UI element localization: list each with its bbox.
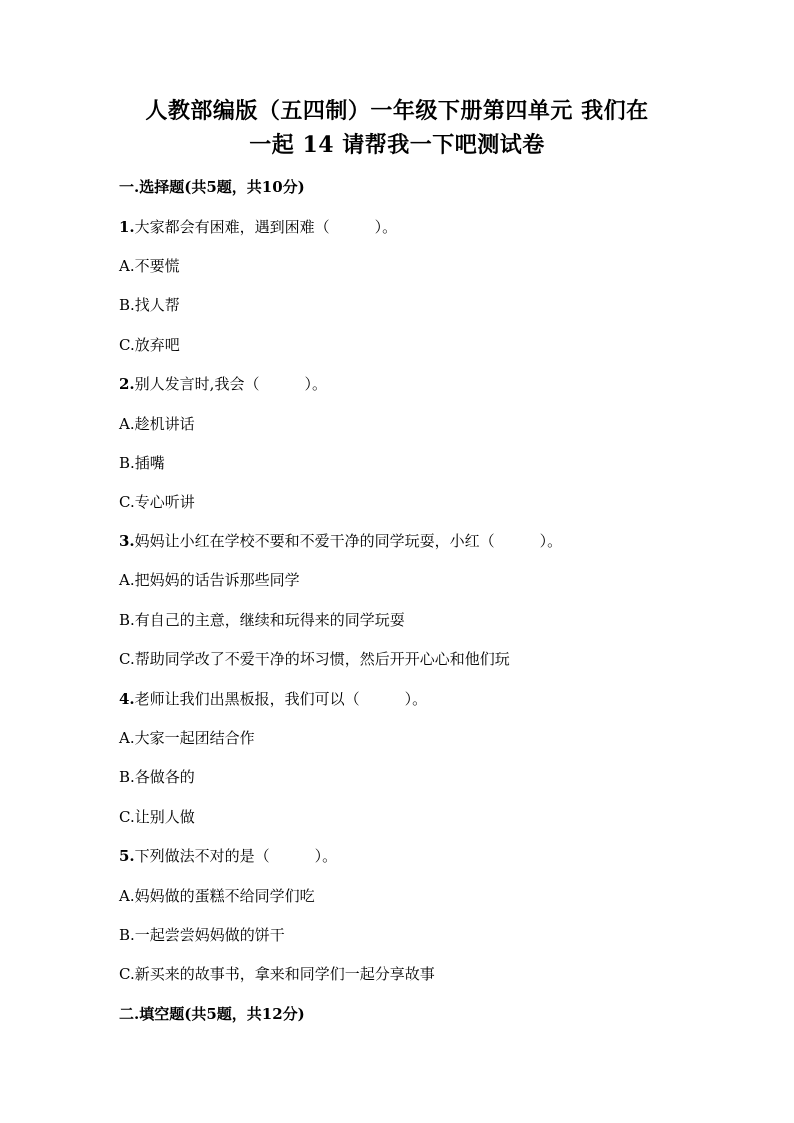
- option-1c[interactable]: C.放弃吧: [119, 336, 180, 354]
- question-5: [119, 846, 337, 866]
- question-stem: 老师让我们出黑板报，我们可以（ ）。: [134, 690, 428, 708]
- option-3b[interactable]: B.有自己的主意，继续和玩得来的同学玩耍: [119, 611, 405, 629]
- option-5a[interactable]: A.妈妈做的蛋糕不给同学们吃: [119, 887, 315, 905]
- option-2c[interactable]: C.专心听讲: [119, 493, 195, 511]
- question-4: [119, 689, 427, 709]
- option-3c[interactable]: C.帮助同学改了不爱干净的坏习惯，然后开开心心和他们玩: [119, 650, 510, 668]
- question-stem: 妈妈让小红在学校不要和不爱干净的同学玩耍，小红（ ）。: [134, 532, 563, 550]
- option-1b[interactable]: B.找人帮: [119, 296, 180, 314]
- question-stem: 别人发言时,我会（ ）。: [134, 375, 327, 393]
- option-3a[interactable]: A.把妈妈的话告诉那些同学: [119, 571, 300, 589]
- question-number: 3.: [119, 532, 135, 550]
- option-4c[interactable]: C.让别人做: [119, 808, 195, 826]
- question-1: [119, 217, 397, 237]
- option-5c[interactable]: C.新买来的故事书，拿来和同学们一起分享故事: [119, 965, 435, 983]
- option-2b[interactable]: B.插嘴: [119, 454, 165, 472]
- question-stem: 下列做法不对的是（ ）。: [134, 847, 338, 865]
- section-heading-choice: 一.选择题(共5题，共10分): [119, 178, 305, 196]
- question-number: 5.: [119, 847, 135, 865]
- option-4a[interactable]: A.大家一起团结合作: [119, 729, 255, 747]
- option-1a[interactable]: A.不要慌: [119, 257, 180, 275]
- question-number: 1.: [119, 218, 135, 236]
- question-2: [119, 374, 327, 394]
- option-2a[interactable]: A.趁机讲话: [119, 415, 195, 433]
- question-3: [119, 531, 562, 551]
- page-title-line-2: 一起 14 请帮我一下吧测试卷: [249, 132, 545, 158]
- option-5b[interactable]: B.一起尝尝妈妈做的饼干: [119, 926, 285, 944]
- section-heading-fill-blank: 二.填空题(共5题，共12分): [119, 1005, 305, 1023]
- question-number: 2.: [119, 375, 135, 393]
- question-stem: 大家都会有困难，遇到困难（ ）。: [134, 218, 398, 236]
- option-4b[interactable]: B.各做各的: [119, 768, 195, 786]
- question-number: 4.: [119, 690, 135, 708]
- page-title-line-1: 人教部编版（五四制）一年级下册第四单元 我们在: [145, 98, 649, 124]
